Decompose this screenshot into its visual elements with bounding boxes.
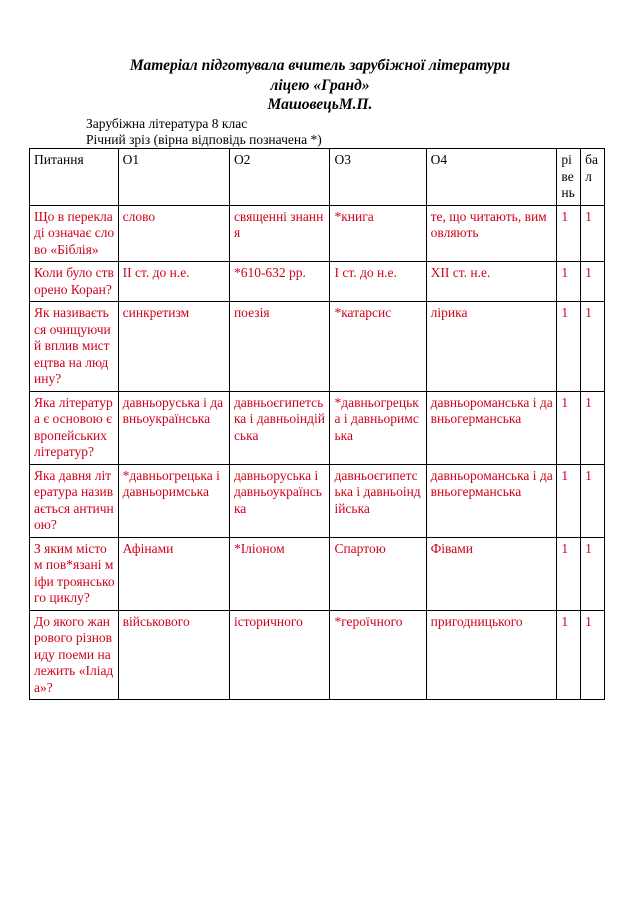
question-cell: Яка література є основою європейських літератур?: [30, 391, 119, 464]
column-header-option-1: О1: [118, 149, 229, 206]
table-row: [30, 262, 605, 302]
option-2-cell: поезія: [229, 302, 330, 392]
column-header-option-2: О2: [229, 149, 330, 206]
option-2-cell: священні знання: [229, 205, 330, 262]
option-2-cell: *610-632 рр.: [229, 262, 330, 302]
level-cell: 1: [557, 537, 581, 610]
table-header-row: [30, 149, 605, 206]
level-cell: 1: [557, 302, 581, 392]
option-1-cell: військового: [118, 610, 229, 700]
option-4-cell: лірика: [426, 302, 557, 392]
score-cell: 1: [581, 464, 605, 537]
option-1-cell: слово: [118, 205, 229, 262]
question-cell: З яким містом пов*язані міфи троянського циклу?: [30, 537, 119, 610]
level-cell: 1: [557, 262, 581, 302]
table-row: [30, 537, 605, 610]
option-1-cell: *давньогрецька і давньоримська: [118, 464, 229, 537]
table-row: [30, 302, 605, 392]
option-4-cell: давньороманська і давньогерманська: [426, 464, 557, 537]
option-3-cell: давньоєгипетська і давньоіндійська: [330, 464, 426, 537]
option-1-cell: II ст. до н.е.: [118, 262, 229, 302]
option-3-cell: Спартою: [330, 537, 426, 610]
level-cell: 1: [557, 205, 581, 262]
quiz-table: [29, 148, 605, 700]
score-cell: 1: [581, 302, 605, 392]
option-3-cell: *давньогрецька і давньоримська: [330, 391, 426, 464]
score-cell: 1: [581, 391, 605, 464]
test-description: Річний зріз (вірна відповідь позначена *): [86, 132, 322, 147]
option-4-cell: Фівами: [426, 537, 557, 610]
question-cell: Як називається очищуючий вплив мистецтва на людину?: [30, 302, 119, 392]
option-1-cell: давньоруська і давньоукраїнська: [118, 391, 229, 464]
option-4-cell: те, що читають, вимовляють: [426, 205, 557, 262]
option-4-cell: пригодницького: [426, 610, 557, 700]
column-header-question: Питання: [30, 149, 119, 206]
score-cell: 1: [581, 537, 605, 610]
table-row: [30, 610, 605, 700]
score-cell: 1: [581, 262, 605, 302]
table-row: [30, 464, 605, 537]
question-cell: Коли було створено Коран?: [30, 262, 119, 302]
option-2-cell: давньоруська і давньоукраїнська: [229, 464, 330, 537]
column-header-option-3: О3: [330, 149, 426, 206]
option-3-cell: *книга: [330, 205, 426, 262]
option-2-cell: давньоєгипетська і давньоіндійська: [229, 391, 330, 464]
option-4-cell: давньороманська і давньогерманська: [426, 391, 557, 464]
option-3-cell: *катарсис: [330, 302, 426, 392]
level-cell: 1: [557, 464, 581, 537]
level-cell: 1: [557, 610, 581, 700]
table-row: [30, 391, 605, 464]
question-cell: Що в перекладі означає слово «Біблія»: [30, 205, 119, 262]
question-cell: До якого жанрового різновиду поеми належить «Іліада»?: [30, 610, 119, 700]
header-line-2: ліцею «Гранд»: [270, 77, 370, 94]
option-4-cell: XII ст. н.е.: [426, 262, 557, 302]
column-header-option-4: О4: [426, 149, 557, 206]
level-cell: 1: [557, 391, 581, 464]
header-line-1: Матеріал підготувала вчитель зарубіжної літератури: [129, 57, 511, 74]
option-3-cell: I ст. до н.е.: [330, 262, 426, 302]
score-cell: 1: [581, 205, 605, 262]
question-cell: Яка давня література називається античною?: [30, 464, 119, 537]
option-1-cell: синкретизм: [118, 302, 229, 392]
subject-line: Зарубіжна література 8 клас: [86, 116, 248, 131]
option-2-cell: історичного: [229, 610, 330, 700]
column-header-score: ба л: [581, 149, 605, 206]
option-1-cell: Афінами: [118, 537, 229, 610]
table-row: [30, 205, 605, 262]
option-2-cell: *Іліоном: [229, 537, 330, 610]
column-header-level: рі ве нь: [557, 149, 581, 206]
score-cell: 1: [581, 610, 605, 700]
option-3-cell: *героїчного: [330, 610, 426, 700]
author-name: МашовецьМ.П.: [267, 96, 373, 113]
